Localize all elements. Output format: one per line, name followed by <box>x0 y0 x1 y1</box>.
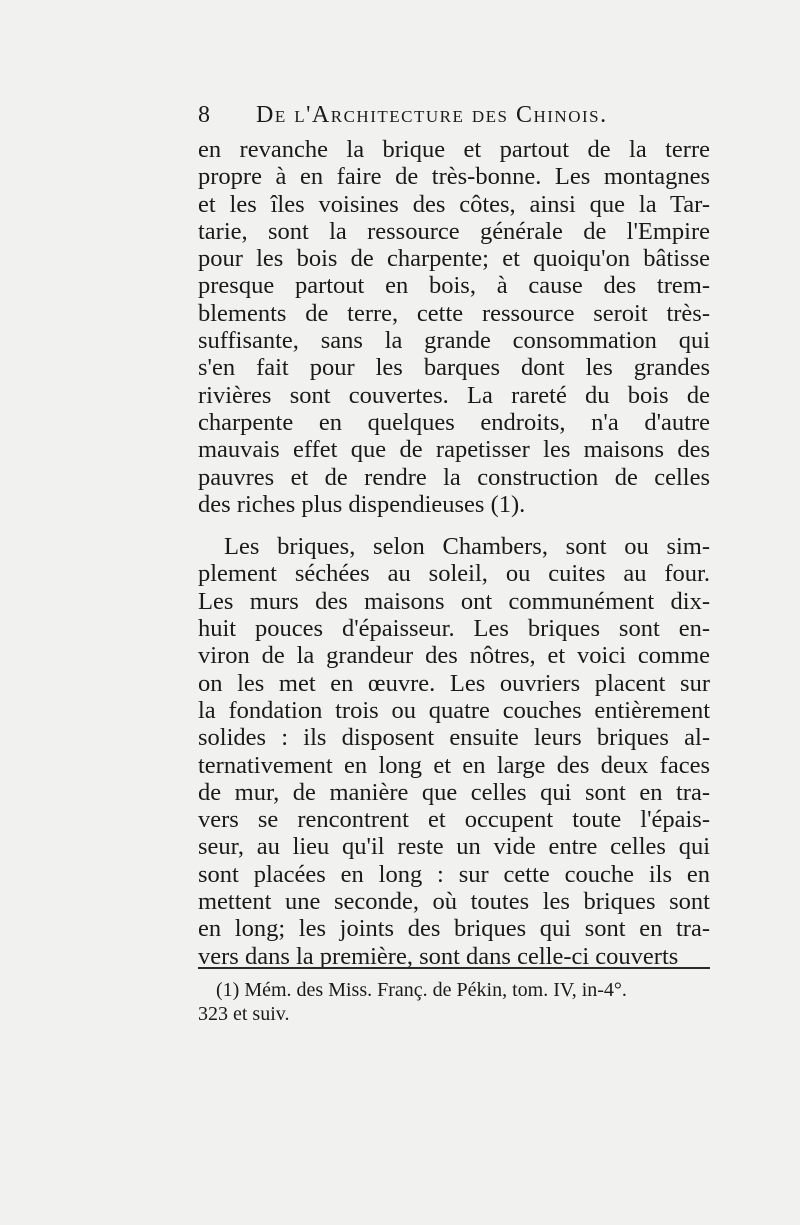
running-title: De l'Architecture des Chinois. <box>256 102 608 128</box>
text-line: mettent une seconde, où toutes les briques sont <box>198 888 710 916</box>
text-line: Les briques, selon Chambers, sont ou sim- <box>224 533 710 561</box>
footnote-line: 323 et suiv. <box>198 1003 290 1025</box>
paragraph <box>198 136 710 518</box>
text-line: propre à en faire de très-bonne. Les montagnes <box>198 163 710 191</box>
text-line: s'en fait pour les barques dont les grandes <box>198 354 710 382</box>
text-line: solides : ils disposent ensuite leurs briques al- <box>198 724 710 752</box>
text-line: Les murs des maisons ont communément dix- <box>198 587 710 615</box>
text-line: vers se rencontrent et occupent toute l'épais- <box>198 806 710 834</box>
text-line: ternativement en long et en large des deux faces <box>198 751 710 779</box>
text-line: suffisante, sans la grande consommation qui <box>198 327 710 355</box>
paragraph-gap <box>198 518 710 533</box>
text-line: charpente en quelques endroits, n'a d'autre <box>198 408 710 436</box>
page-number: 8 <box>198 102 211 128</box>
text-line: de mur, de manière que celles qui sont en tra- <box>198 778 710 806</box>
footnote-line: (1) Mém. des Miss. Franç. de Pékin, tom. IV, in-4°. <box>216 979 627 1001</box>
text-line: huit pouces d'épaisseur. Les briques sont en- <box>198 615 710 643</box>
text-line: presque partout en bois, à cause des trem- <box>198 272 710 300</box>
text-line: mauvais effet que de rapetisser les maisons des <box>198 436 710 464</box>
text-line: blements de terre, cette ressource seroit très- <box>198 299 710 327</box>
text-line: la fondation trois ou quatre couches entièrement <box>198 696 710 724</box>
text-line: pour les bois de charpente; et quoiqu'on bâtisse <box>198 245 710 273</box>
text-line: pauvres et de rendre la construction de celles <box>198 463 710 491</box>
footnote-rule <box>198 967 710 969</box>
paragraph <box>198 533 710 970</box>
body-text <box>198 136 710 970</box>
text-line: viron de la grandeur des nôtres, et voici comme <box>198 642 710 670</box>
text-line: rivières sont couvertes. La rareté du bois de <box>198 381 710 409</box>
text-line: seur, au lieu qu'il reste un vide entre celles qui <box>198 833 710 861</box>
text-line: des riches plus dispendieuses (1). <box>198 490 526 518</box>
text-line: en long; les joints des briques qui sont en tra- <box>198 915 710 943</box>
running-header <box>198 102 718 129</box>
text-line: sont placées en long : sur cette couche ils en <box>198 860 710 888</box>
text-line: en revanche la brique et partout de la terre <box>198 136 710 163</box>
text-line: plement séchées au soleil, ou cuites au four. <box>198 560 710 588</box>
text-line: vers dans la première, sont dans celle-ci couverts <box>198 942 679 970</box>
text-line: tarie, sont la ressource générale de l'Empire <box>198 217 710 245</box>
footnote <box>198 978 710 1026</box>
text-line: et les îles voisines des côtes, ainsi que la Tar- <box>198 190 710 218</box>
text-line: on les met en œuvre. Les ouvriers placent sur <box>198 669 710 697</box>
